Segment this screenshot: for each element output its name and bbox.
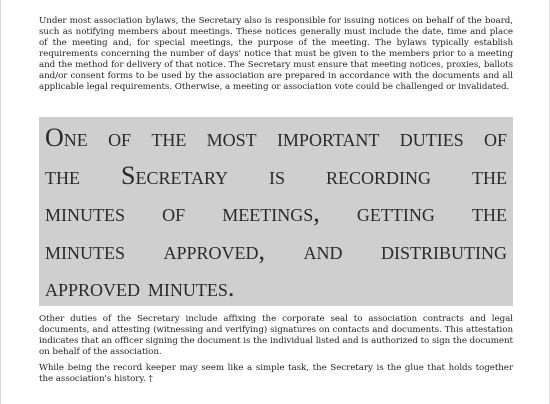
pull-quote-line — [45, 157, 507, 195]
body-paragraph-other-duties: Other duties of the Secretary include affixing the corporate seal to association contracts and legal documents, and attesting (witnessing and verifying) signatures on contacts and documents. This attestation indicates that an officer signing the document is the individual listed and is authorized to sign the document on behalf of the association. — [39, 314, 513, 357]
pull-quote-word: meetings, — [222, 198, 320, 227]
pull-quote-word: and — [303, 235, 343, 265]
pull-quote-word: is — [269, 160, 286, 190]
pull-quote-word: the — [472, 160, 507, 190]
pull-quote-word: minutes — [45, 235, 125, 265]
pull-quote-word: most — [206, 123, 257, 152]
pull-quote-line — [45, 232, 507, 270]
pull-quote-word: One — [45, 123, 88, 152]
pull-quote-line — [45, 269, 507, 307]
pull-quote-word: minutes — [45, 198, 125, 227]
pull-quote-word: approved — [45, 273, 141, 302]
pull-quote-word: the — [45, 160, 80, 190]
pull-quote-word: duties — [399, 123, 464, 152]
pull-quote-word: the — [472, 198, 507, 227]
pull-quote-word: recording — [326, 160, 432, 190]
pull-quote-word: approved, — [163, 235, 266, 265]
pull-quote-word: Secretary — [120, 160, 229, 190]
pull-quote-word: minutes. — [147, 273, 235, 302]
pull-quote-word: getting — [356, 198, 435, 227]
pull-quote-word: important — [276, 123, 380, 152]
pull-quote-line — [45, 119, 507, 157]
pull-quote-line — [45, 194, 507, 232]
pull-quote — [39, 117, 513, 306]
body-paragraph-record-keeper: While being the record keeper may seem like a simple task, the Secretary is the glue that holds together the association's history. † — [39, 363, 513, 384]
pull-quote-word: the — [151, 123, 187, 152]
body-paragraph-notices: Under most association bylaws, the Secretary also is responsible for issuing notices on behalf of the board, such as notifying members about meetings. These notices generally must include the date, time and place of the meeting and, for special meetings, the purpose of the meeting. The bylaws typically establish requirements concerning the number of days' notice that must be given to the members prior to a meeting and the method for delivery of that notice. The Secretary must ensure that meeting notices, proxies, ballots and/or consent forms to be used by the association are prepared in accordance with the documents and all applicable legal requirements. Otherwise, a meeting or association vote could be challenged or invalidated. — [39, 16, 513, 92]
pull-quote-word: of — [108, 123, 132, 152]
pull-quote-word: of — [162, 198, 186, 227]
pull-quote-word: of — [483, 123, 507, 152]
pull-quote-word: distributing — [380, 235, 507, 265]
